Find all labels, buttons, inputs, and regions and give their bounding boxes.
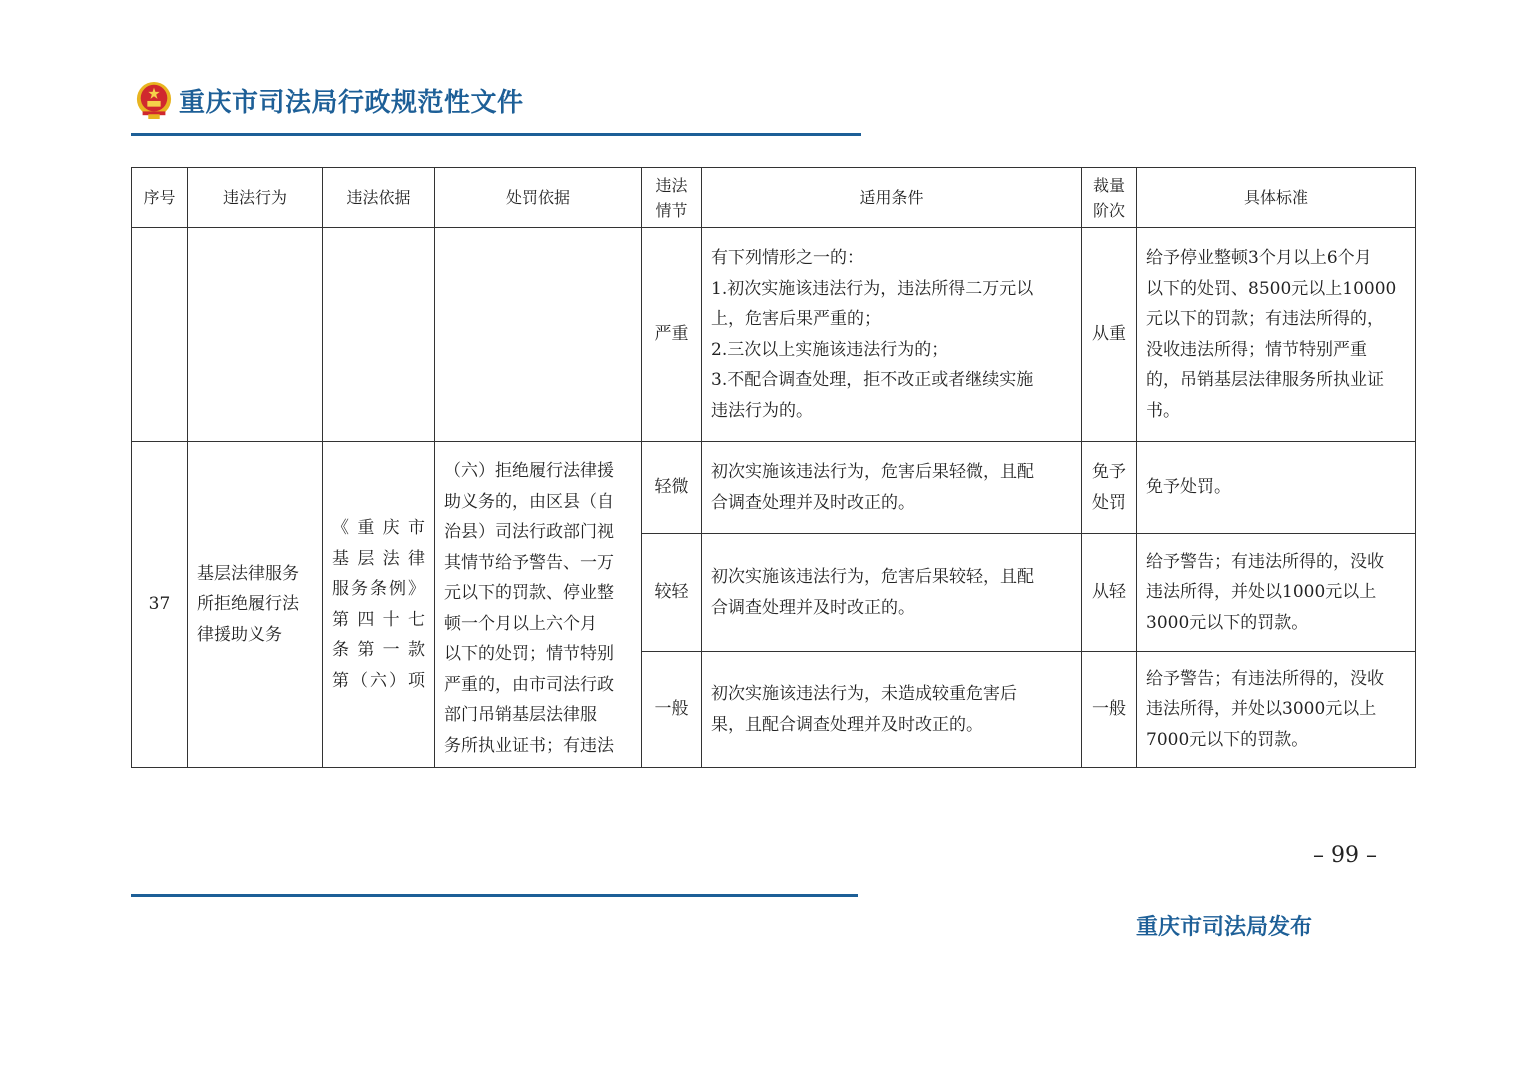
circumstance-cell: 一般 xyxy=(642,652,702,768)
column-header xyxy=(132,168,188,228)
cell-text-line: 初次实施该违法行为，未造成较重危害后 xyxy=(711,684,1017,704)
cell-text-line: 严重的，由市司法行政 xyxy=(444,674,614,695)
discretion-level-cell xyxy=(1082,442,1137,534)
cell-text-line: 顿一个月以上六个月 xyxy=(444,613,597,634)
discretion-level-cell: 从重 xyxy=(1082,228,1137,442)
cell-text-line: 违法行为的。 xyxy=(711,400,813,421)
cell-text-line: 务所执业证书；有违法 xyxy=(444,735,614,756)
cell-text-line: 合调查处理并及时改正的。 xyxy=(711,597,915,618)
cell-text-line: 元以下的罚款、停业整 xyxy=(444,583,614,603)
table-row xyxy=(132,442,1416,534)
column-header-line: 情节 xyxy=(655,200,688,220)
column-header-line: 违法行为 xyxy=(222,188,287,207)
cell-text-line: 条第一款 xyxy=(332,640,425,660)
discretion-level-cell xyxy=(1082,652,1137,768)
standard-cell xyxy=(1137,442,1416,534)
cell-text-line: 果，且配合调查处理并及时改正的。 xyxy=(711,714,983,735)
column-header-line: 适用条件 xyxy=(859,188,924,207)
standard-cell xyxy=(1137,652,1416,768)
cell-text-line: 以下的处罚、8500元以上10000 xyxy=(1146,278,1397,299)
footer-divider xyxy=(131,894,858,897)
standard-cell xyxy=(1137,534,1416,652)
cell-text-line: 部门吊销基层法律服 xyxy=(444,705,597,725)
publisher-label: 重庆市司法局发布 xyxy=(1136,915,1313,940)
document-header xyxy=(135,78,524,122)
cell-text-line: 处罚 xyxy=(1092,492,1126,513)
cell-text-line: 第（六）项 xyxy=(332,670,425,691)
cell-text-line: 以下的处罚；情节特别 xyxy=(444,644,614,664)
cell-text-line: 第四十七 xyxy=(332,609,425,630)
cell-text-line: 助义务的，由区县（自 xyxy=(444,491,614,512)
table-row xyxy=(132,228,1416,442)
cell-text-line: 书。 xyxy=(1146,400,1180,421)
cell-text-line: 违法所得，并处以3000元以上 xyxy=(1146,699,1377,720)
column-header-line: 处罚依据 xyxy=(505,188,570,207)
column-header-line: 序号 xyxy=(143,188,176,207)
penalty-basis-cell xyxy=(435,442,642,768)
cell-text-line: 一般 xyxy=(1092,699,1126,720)
cell-text-line: 基层法律 xyxy=(332,548,425,569)
circumstance-cell: 较轻 xyxy=(642,534,702,652)
cell-text-line: 没收违法所得；情节特别严重 xyxy=(1146,339,1367,360)
cell-text-line: 有下列情形之一的： xyxy=(711,248,864,268)
standard-cell xyxy=(1137,228,1416,442)
legal-basis-cell xyxy=(323,228,435,442)
cell-text-line: （六）拒绝履行法律援 xyxy=(444,461,614,481)
conditions-cell xyxy=(702,228,1082,442)
conditions-cell xyxy=(702,652,1082,768)
cell-text-line: 给予警告；有违法所得的，没收 xyxy=(1146,668,1384,689)
discretion-level-cell xyxy=(1082,534,1137,652)
cell-text-line: 3000元以下的罚款。 xyxy=(1146,612,1309,633)
cell-text-line: 基层法律服务 xyxy=(197,563,299,584)
legal-basis-cell xyxy=(323,442,435,768)
cell-text-line: 免予处罚。 xyxy=(1146,477,1231,498)
cell-text-line: 的，吊销基层法律服务所执业证 xyxy=(1146,370,1384,390)
cell-text-line: 免予 xyxy=(1092,462,1126,482)
column-header xyxy=(642,168,702,228)
cell-text-line: 7000元以下的罚款。 xyxy=(1146,729,1309,750)
cell-text-line: 所拒绝履行法 xyxy=(197,594,299,615)
circumstance-cell: 轻微 xyxy=(642,442,702,534)
seq-cell: 37 xyxy=(132,442,188,768)
column-header-line: 违法依据 xyxy=(346,188,411,207)
cell-text-line: 给予警告；有违法所得的，没收 xyxy=(1146,551,1384,572)
column-header-line: 裁量 xyxy=(1092,175,1125,195)
column-header xyxy=(323,168,435,228)
conditions-cell xyxy=(702,534,1082,652)
column-header-line: 阶次 xyxy=(1092,200,1125,220)
cell-text-line: 给予停业整顿3个月以上6个月 xyxy=(1146,248,1372,268)
cell-text-line: 其情节给予警告、一万 xyxy=(444,552,614,573)
violation-cell xyxy=(188,442,323,768)
cell-text-line: 初次实施该违法行为，危害后果较轻，且配 xyxy=(711,567,1034,587)
cell-text-line: 初次实施该违法行为，危害后果轻微，且配 xyxy=(711,462,1034,482)
cell-text-line: 3.不配合调查处理，拒不改正或者继续实施 xyxy=(711,370,1034,390)
cell-text-line: 《重庆市 xyxy=(332,518,425,538)
cell-text-line: 服务条例》 xyxy=(332,579,425,599)
penalty-standards-table xyxy=(131,167,1416,768)
column-header-line: 具体标准 xyxy=(1243,188,1308,207)
table-header-row xyxy=(132,168,1416,228)
cell-text-line: 违法所得，并处以1000元以上 xyxy=(1146,582,1377,603)
cell-text-line: 元以下的罚款；有违法所得的， xyxy=(1146,309,1384,329)
column-header xyxy=(1082,168,1137,228)
cell-text-line: 2.三次以上实施该违法行为的； xyxy=(711,339,949,360)
circumstance-cell: 严重 xyxy=(642,228,702,442)
cell-text-line: 从轻 xyxy=(1092,582,1126,603)
column-header xyxy=(1137,168,1416,228)
cell-text-line: 律援助义务 xyxy=(197,624,282,645)
column-header xyxy=(188,168,323,228)
document-header-title: 重庆市司法局行政规范性文件 xyxy=(179,87,524,118)
conditions-cell xyxy=(702,442,1082,534)
national-emblem-icon xyxy=(135,80,173,120)
violation-cell xyxy=(188,228,323,442)
seq-cell xyxy=(132,228,188,442)
header-divider xyxy=(131,133,861,136)
column-header xyxy=(702,168,1082,228)
cell-text-line: 治县）司法行政部门视 xyxy=(444,522,614,542)
cell-text-line: 上，危害后果严重的； xyxy=(711,309,881,329)
cell-text-line: 合调查处理并及时改正的。 xyxy=(711,492,915,513)
cell-text-line: 1.初次实施该违法行为，违法所得二万元以 xyxy=(711,278,1034,299)
page-number: – 99 – xyxy=(1313,843,1377,868)
column-header-line: 违法 xyxy=(655,175,688,195)
penalty-basis-cell xyxy=(435,228,642,442)
column-header xyxy=(435,168,642,228)
